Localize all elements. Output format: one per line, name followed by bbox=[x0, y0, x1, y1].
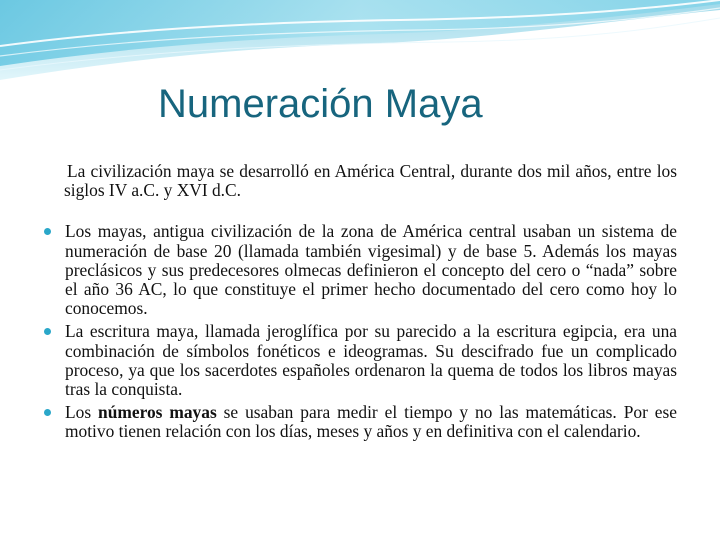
bullet-emphasis: números mayas bbox=[98, 402, 217, 423]
bullet-dot-icon bbox=[44, 228, 51, 235]
bullet-dot-icon bbox=[44, 328, 51, 335]
header-wave-decoration bbox=[0, 0, 720, 90]
intro-paragraph: La civilización maya se desarrolló en América Central, durante dos mil años, entre los siglos IV a.C. y XVI d.C. bbox=[64, 161, 677, 201]
bullet-text: Los mayas, antigua civilización de la zona de América central usaban un sistema de numeración de base 20 (llamada también vigesimal) y de base 5. Además los mayas preclásicos y sus predecesores olmecas definieron el concepto del cero o “nada” sobre el año 36 AC, lo que constituye el primer hecho documentado del cero como hoy lo conocemos. bbox=[65, 221, 677, 319]
bullet-prefix: Los bbox=[65, 402, 92, 423]
slide-title: Numeración Maya bbox=[158, 82, 483, 126]
bullet-item bbox=[44, 322, 677, 399]
bullet-item bbox=[44, 403, 677, 441]
slide-body bbox=[44, 162, 677, 446]
bullet-text: La escritura maya, llamada jeroglífica por su parecido a la escritura egipcia, era una combinación de símbolos fonéticos e ideogramas. Su descifrado fue un complicado proceso, ya que los sacerdotes españoles ordenaron la quema de todos los libros mayas tras la conquista. bbox=[65, 321, 677, 400]
bullet-item bbox=[44, 222, 677, 318]
bullet-suffix: se usaban para medir el tiempo y no las matemáticas. Por ese motivo tienen relación con los días, meses y años y en definitiva con el calendario. bbox=[65, 402, 677, 442]
bullet-dot-icon bbox=[44, 409, 51, 416]
bullet-list bbox=[44, 222, 677, 441]
